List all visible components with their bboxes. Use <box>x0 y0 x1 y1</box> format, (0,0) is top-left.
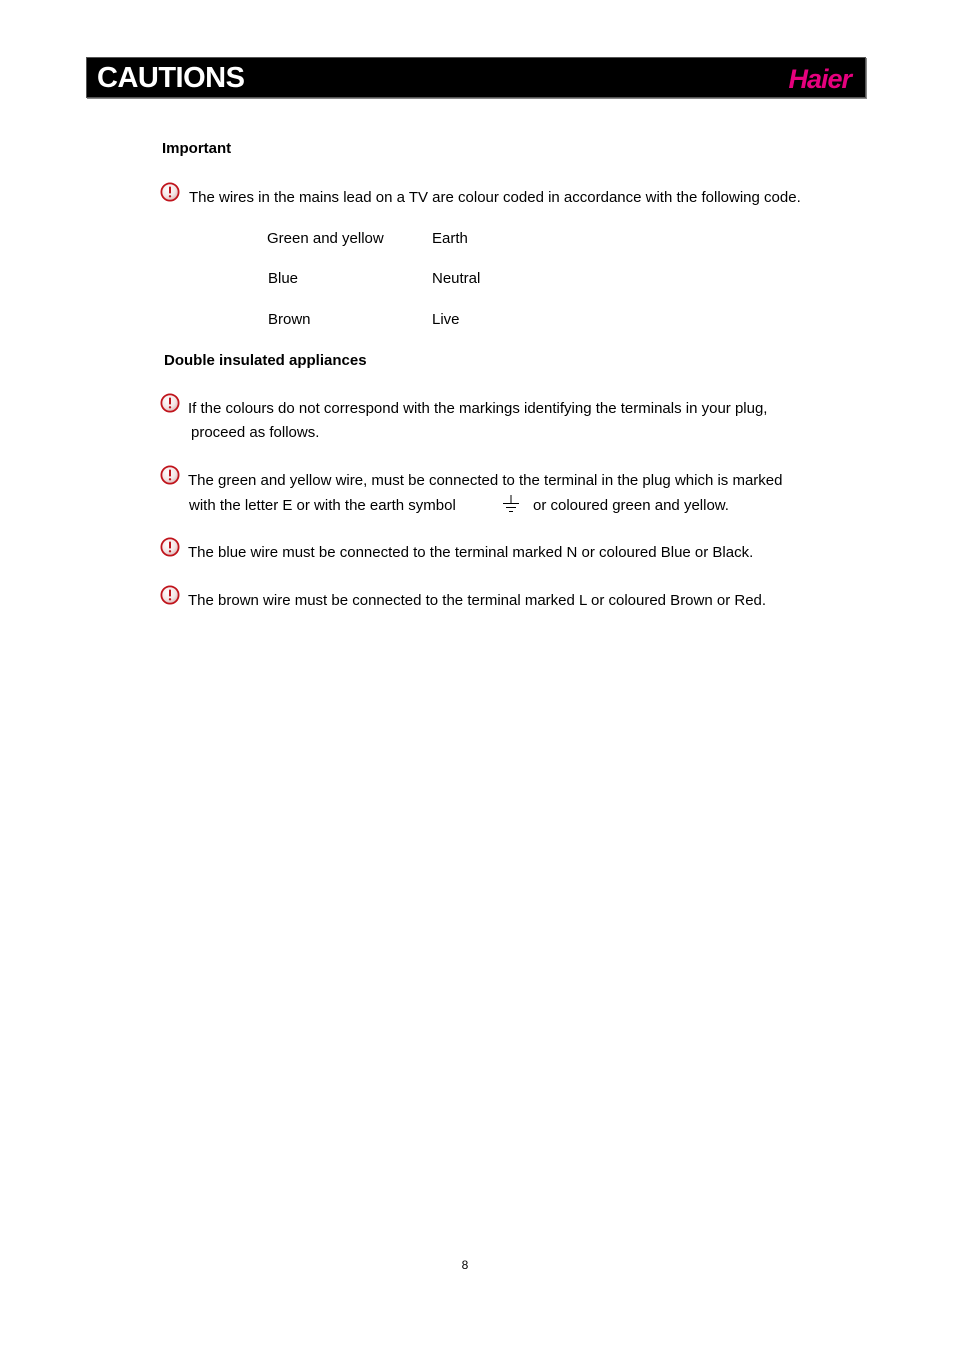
earth-symbol-icon <box>501 494 521 516</box>
code-meaning-live: Live <box>432 311 460 328</box>
warning-icon <box>160 393 180 413</box>
warning-icon <box>160 585 180 605</box>
code-colour-green-yellow: Green and yellow <box>267 230 384 247</box>
code-meaning-neutral: Neutral <box>432 270 481 287</box>
code-colour-brown: Brown <box>268 311 311 328</box>
green-yellow-wire-line2a: with the letter E or with the earth symbol <box>189 497 456 514</box>
important-heading: Important <box>162 140 232 157</box>
code-meaning-earth: Earth <box>432 230 468 247</box>
green-yellow-wire-line1: The green and yellow wire, must be connected to the terminal in the plug which is marked <box>188 472 783 489</box>
wire-code-intro: The wires in the mains lead on a TV are colour coded in accordance with the following code. <box>189 189 801 206</box>
section-header-bar <box>86 57 866 98</box>
green-yellow-wire-line2b: or coloured green and yellow. <box>533 497 729 514</box>
colour-mismatch-line2: proceed as follows. <box>191 424 320 441</box>
page-number: 8 <box>461 1258 469 1272</box>
section-title: CAUTIONS <box>97 62 245 94</box>
warning-icon <box>160 537 180 557</box>
brand-logo: Haier <box>788 64 851 94</box>
blue-wire-instruction: The blue wire must be connected to the terminal marked N or coloured Blue or Black. <box>188 544 754 561</box>
warning-icon <box>160 182 180 202</box>
code-colour-blue: Blue <box>268 270 299 287</box>
brown-wire-instruction: The brown wire must be connected to the terminal marked L or coloured Brown or Red. <box>188 592 767 609</box>
warning-icon <box>160 465 180 485</box>
double-insulated-heading: Double insulated appliances <box>164 352 367 369</box>
colour-mismatch-line1: If the colours do not correspond with the markings identifying the terminals in your plug, <box>188 400 768 417</box>
